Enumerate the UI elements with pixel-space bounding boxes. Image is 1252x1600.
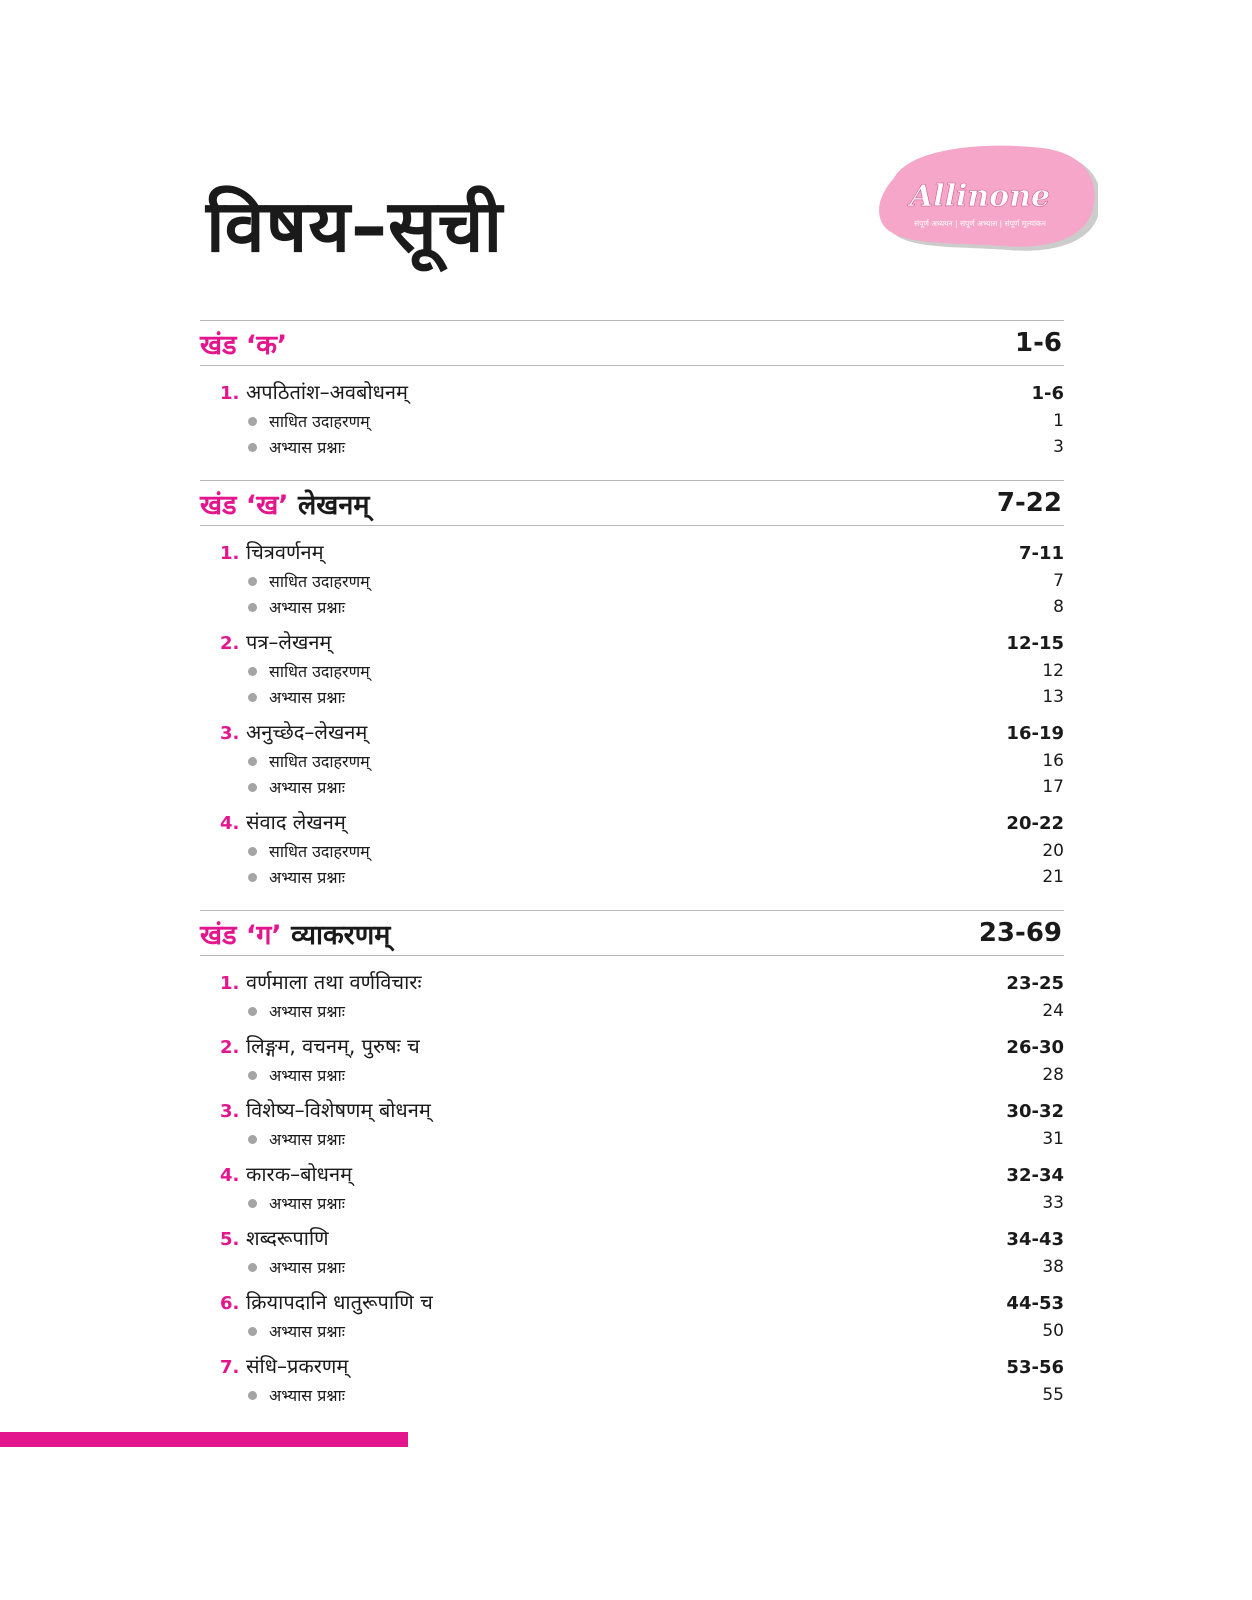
sub-item-row[interactable] [200,1318,1064,1344]
chapter-pages: 16-19 [1006,723,1064,744]
chapter-number: 4. [220,813,240,834]
chapter-number: 3. [220,723,240,744]
section-header[interactable] [200,910,1064,956]
section-subtitle: लेखनम् [297,489,370,521]
chapter-row[interactable] [200,1096,1064,1126]
chapter-entry [200,1224,1064,1280]
section-title [200,485,369,522]
chapter-number: 7. [220,1357,240,1378]
bullet-icon [248,1007,257,1016]
chapter-number: 1. [220,973,240,994]
bullet-icon [248,757,257,766]
sub-item-row[interactable] [200,1062,1064,1088]
chapter-row[interactable] [200,1032,1064,1062]
chapter-pages: 32-34 [1006,1165,1064,1186]
sub-item-row[interactable] [200,1382,1064,1408]
chapter-title: वर्णमाला तथा वर्णविचारः [246,970,422,994]
chapter-row[interactable] [200,538,1064,568]
sub-item-label: अभ्यास प्रश्नाः [269,1130,345,1149]
chapter-pages: 7-11 [1018,543,1064,564]
sub-item-page: 7 [1053,571,1064,591]
bullet-icon [248,667,257,676]
chapter-row[interactable] [200,1288,1064,1318]
sub-item-page: 8 [1053,597,1064,617]
brand-logo [872,140,1098,252]
chapter-pages: 26-30 [1006,1037,1064,1058]
bullet-icon [248,417,257,426]
chapter-row[interactable] [200,808,1064,838]
table-of-contents [200,320,1064,1428]
chapter-list [200,366,1064,480]
sub-item-row[interactable] [200,838,1064,864]
bullet-icon [248,1391,257,1400]
chapter-title: विशेष्य–विशेषणम् बोधनम् [246,1098,431,1122]
sub-item-label: साधित उदाहरणम् [269,842,370,861]
chapter-entry [200,1032,1064,1088]
chapter-number: 1. [220,383,240,404]
bullet-icon [248,1327,257,1336]
sub-item-label: अभ्यास प्रश्नाः [269,1066,345,1085]
section-title [200,915,390,952]
sub-item-label: साधित उदाहरणम् [269,572,370,591]
chapter-list [200,526,1064,910]
section-ka [200,320,1064,480]
chapter-title: चित्रवर्णनम् [246,540,324,564]
logo-tagline: संपूर्ण अध्ययन | संपूर्ण अभ्यास | संपूर्ण मूल्यांकन [914,219,1046,228]
bullet-icon [248,873,257,882]
chapter-pages: 34-43 [1006,1229,1064,1250]
section-label: खंड ‘ख’ [200,489,289,521]
section-subtitle: व्याकरणम् [291,919,391,951]
sub-item-page: 12 [1042,661,1064,681]
chapter-entry [200,1352,1064,1408]
chapter-title: शब्दरूपाणि [246,1226,329,1250]
sub-item-label: अभ्यास प्रश्नाः [269,1386,345,1405]
sub-item-page: 13 [1042,687,1064,707]
chapter-row[interactable] [200,378,1064,408]
sub-item-label: साधित उदाहरणम् [269,752,370,771]
chapter-pages: 1-6 [1031,383,1064,404]
chapter-entry [200,968,1064,1024]
page-title: विषय–सूची [206,184,504,268]
section-header[interactable] [200,320,1064,366]
sub-item-row[interactable] [200,774,1064,800]
chapter-number: 3. [220,1101,240,1122]
bullet-icon [248,693,257,702]
bullet-icon [248,1199,257,1208]
chapter-title: लिङ्गम, वचनम्, पुरुषः च [246,1034,420,1058]
sub-item-page: 33 [1042,1193,1064,1213]
footer-accent-bar [0,1432,408,1447]
chapter-title: कारक–बोधनम् [246,1162,353,1186]
bullet-icon [248,603,257,612]
sub-item-label: अभ्यास प्रश्नाः [269,688,345,707]
sub-item-row[interactable] [200,1254,1064,1280]
chapter-pages: 12-15 [1006,633,1064,654]
sub-item-row[interactable] [200,1126,1064,1152]
section-ga [200,910,1064,1428]
section-header[interactable] [200,480,1064,526]
sub-item-page: 16 [1042,751,1064,771]
bullet-icon [248,443,257,452]
bullet-icon [248,1135,257,1144]
logo-brand-text: Allinone [909,179,1051,214]
chapter-number: 2. [220,633,240,654]
chapter-entry [200,538,1064,620]
sub-item-page: 24 [1042,1001,1064,1021]
chapter-pages: 44-53 [1006,1293,1064,1314]
sub-item-row[interactable] [200,864,1064,890]
chapter-number: 6. [220,1293,240,1314]
chapter-pages: 30-32 [1006,1101,1064,1122]
chapter-number: 2. [220,1037,240,1058]
bullet-icon [248,847,257,856]
bullet-icon [248,577,257,586]
section-label: खंड ‘क’ [200,329,288,361]
chapter-number: 4. [220,1165,240,1186]
chapter-title: पत्र–लेखनम् [246,630,332,654]
sub-item-label: अभ्यास प्रश्नाः [269,1194,345,1213]
chapter-list [200,956,1064,1428]
section-label: खंड ‘ग’ [200,919,282,951]
chapter-entry [200,718,1064,800]
bullet-icon [248,1071,257,1080]
chapter-row[interactable] [200,1160,1064,1190]
chapter-entry [200,1096,1064,1152]
sub-item-page: 17 [1042,777,1064,797]
chapter-number: 5. [220,1229,240,1250]
sub-item-page: 31 [1042,1129,1064,1149]
sub-item-label: साधित उदाहरणम् [269,412,370,431]
section-pages: 23-69 [978,918,1062,948]
sub-item-row[interactable] [200,658,1064,684]
chapter-title: संधि–प्रकरणम् [246,1354,349,1378]
chapter-row[interactable] [200,718,1064,748]
chapter-entry [200,378,1064,460]
sub-item-page: 20 [1042,841,1064,861]
chapter-entry [200,1160,1064,1216]
sub-item-label: अभ्यास प्रश्नाः [269,1322,345,1341]
bullet-icon [248,783,257,792]
section-title [200,325,287,362]
chapter-row[interactable] [200,628,1064,658]
sub-item-page: 1 [1053,411,1064,431]
chapter-entry [200,628,1064,710]
sub-item-page: 3 [1053,437,1064,457]
sub-item-row[interactable] [200,998,1064,1024]
sub-item-row[interactable] [200,748,1064,774]
sub-item-row[interactable] [200,1190,1064,1216]
sub-item-page: 28 [1042,1065,1064,1085]
sub-item-page: 50 [1042,1321,1064,1341]
chapter-pages: 53-56 [1006,1357,1064,1378]
logo-blob-icon [872,140,1098,252]
sub-item-label: अभ्यास प्रश्नाः [269,778,345,797]
chapter-number: 1. [220,543,240,564]
sub-item-label: अभ्यास प्रश्नाः [269,1002,345,1021]
chapter-entry [200,808,1064,890]
sub-item-row[interactable] [200,408,1064,434]
chapter-title: क्रियापदानि धातुरूपाणि च [246,1290,433,1314]
sub-item-label: अभ्यास प्रश्नाः [269,598,345,617]
sub-item-row[interactable] [200,568,1064,594]
section-kha [200,480,1064,910]
chapter-row[interactable] [200,1224,1064,1254]
sub-item-label: अभ्यास प्रश्नाः [269,438,345,457]
chapter-pages: 23-25 [1006,973,1064,994]
sub-item-page: 38 [1042,1257,1064,1277]
chapter-title: संवाद लेखनम् [246,810,346,834]
sub-item-label: अभ्यास प्रश्नाः [269,868,345,887]
chapter-row[interactable] [200,968,1064,998]
chapter-title: अपठितांश–अवबोधनम् [246,380,408,404]
section-pages: 1-6 [1015,328,1062,358]
chapter-row[interactable] [200,1352,1064,1382]
chapter-title: अनुच्छेद–लेखनम् [246,720,368,744]
sub-item-row[interactable] [200,594,1064,620]
sub-item-row[interactable] [200,434,1064,460]
bullet-icon [248,1263,257,1272]
section-pages: 7-22 [996,488,1062,518]
chapter-entry [200,1288,1064,1344]
sub-item-page: 55 [1042,1385,1064,1405]
sub-item-row[interactable] [200,684,1064,710]
sub-item-label: साधित उदाहरणम् [269,662,370,681]
sub-item-page: 21 [1042,867,1064,887]
sub-item-label: अभ्यास प्रश्नाः [269,1258,345,1277]
chapter-pages: 20-22 [1006,813,1064,834]
